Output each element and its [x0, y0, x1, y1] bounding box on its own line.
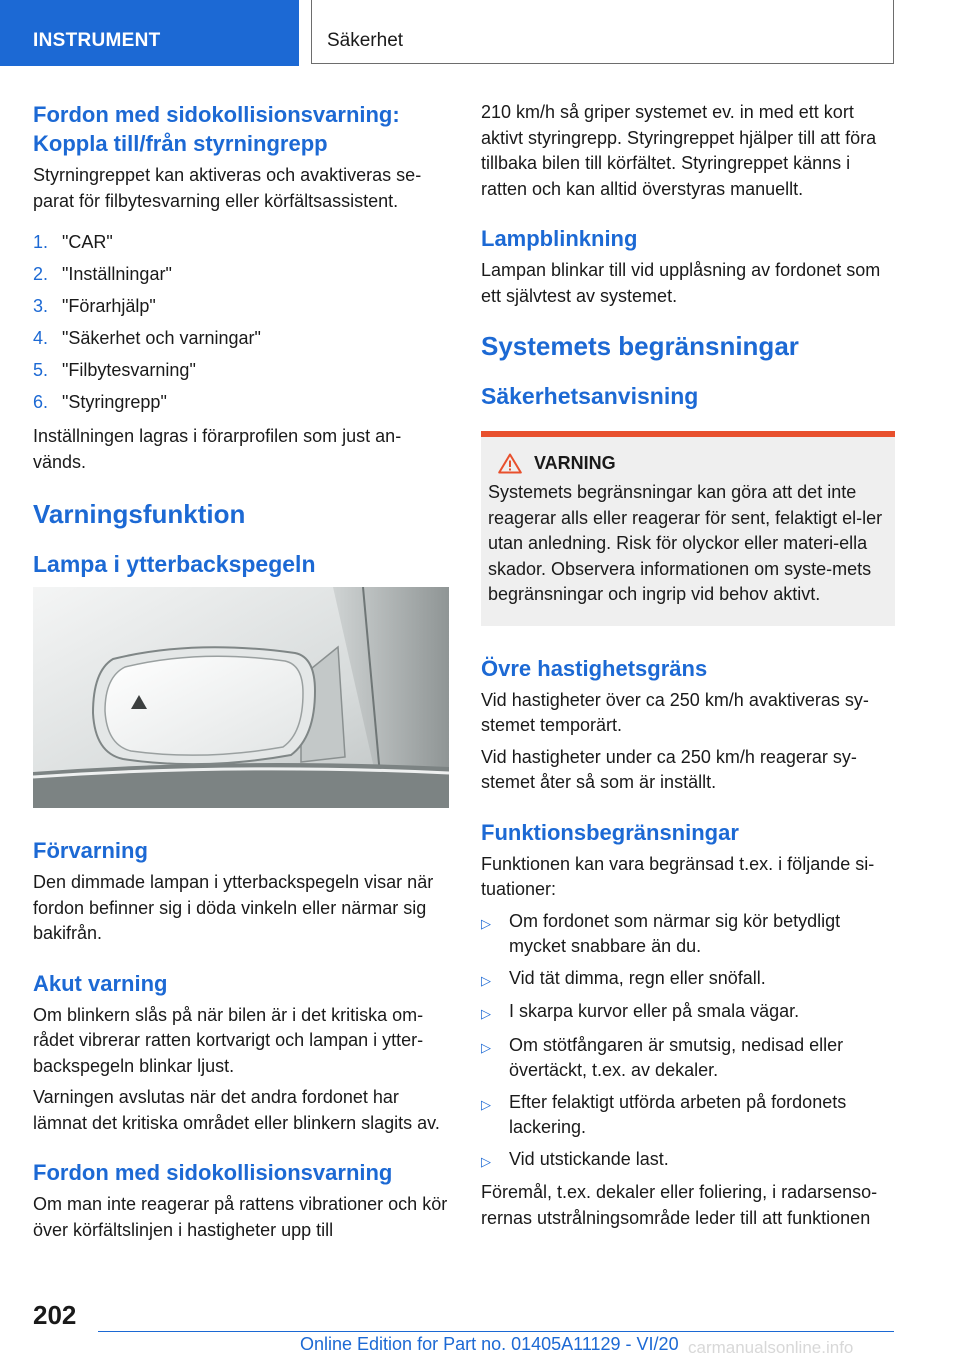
- heading-akut-varning: Akut varning: [33, 970, 168, 996]
- list-item: ▷ Efter felaktigt utförda arbeten på fordonets lackering.: [481, 1090, 895, 1141]
- heading-ovre-hastighetsgrans: Övre hastighetsgräns: [481, 655, 708, 681]
- intro-paragraph: Styrningreppet kan aktiveras och avaktiveras se-parat för filbytesvarning eller körfältsassistent.: [33, 165, 422, 211]
- sidokollision-paragraph: Om man inte reagerar på rattens vibrationer och kör över körfältslinjen i hastigheter upp till: [33, 1194, 448, 1240]
- ovre-paragraph-2: Vid hastigheter under ca 250 km/h reagerar sy-stemet åter så som är inställt.: [481, 746, 857, 792]
- forvarning-paragraph: Den dimmade lampan i ytterbackspegeln visar när fordon befinner sig i döda vinkeln eller närmar sig bakifrån.: [33, 872, 434, 943]
- heading-systemets-begransningar: Systemets begränsningar: [481, 331, 799, 361]
- heading-lampa: Lampa i ytterbackspegeln: [33, 551, 316, 577]
- bullet-triangle-icon: ▷: [481, 1006, 491, 1021]
- list-item: 2. "Inställningar": [33, 264, 172, 284]
- list-item: 3. "Förarhjälp": [33, 296, 156, 316]
- heading-lampblinkning: Lampblinkning: [481, 226, 638, 251]
- warning-box: [481, 437, 895, 626]
- section-tab: [0, 0, 299, 66]
- continued-paragraph: 210 km/h så griper systemet ev. in med ett kort aktivt styringrepp. Styringreppet hjälper till att föra tillbaka bilen till körfältet. Styringreppet känns i ratten och kan alltid överstyras manuellt.: [481, 102, 877, 199]
- footer-edition: Online Edition for Part no. 01405A11129 - VI/20: [300, 1334, 679, 1354]
- bullet-triangle-icon: ▷: [481, 915, 491, 931]
- heading-sidokollision-styringrepp: Fordon med sidokollisionsvarning: Koppla till/från styrningrepp: [33, 102, 400, 156]
- list-item: ▷ I skarpa kurvor eller på smala vägar.: [481, 999, 895, 1027]
- chapter-title: Säkerhet: [327, 30, 404, 51]
- mirror-illustration: [33, 587, 449, 808]
- list-item: ▷ Vid utstickande last.: [481, 1147, 895, 1175]
- lampblinkning-paragraph: Lampan blinkar till vid upplåsning av fordonet som ett självtest av systemet.: [481, 260, 881, 306]
- section-label: INSTRUMENT: [33, 30, 161, 51]
- bullet-triangle-icon: ▷: [481, 1153, 491, 1169]
- final-paragraph: Föremål, t.ex. dekaler eller foliering, i radarsenso-rernas utstrålningsområde leder till att funktionen: [481, 1182, 878, 1228]
- heading-forvarning: Förvarning: [33, 838, 148, 863]
- ovre-paragraph-1: Vid hastigheter över ca 250 km/h avaktiveras sy-stemet temporärt.: [481, 689, 869, 735]
- akut-paragraph-1: Om blinkern slås på när bilen är i det kritiska om-rådet vibrerar ratten kortvarigt och lampan i ytter-backspegeln blinkar ljust.: [33, 1004, 424, 1076]
- warning-title: VARNING: [534, 453, 616, 473]
- list-item: ▷ Vid tät dimma, regn eller snöfall.: [481, 966, 895, 994]
- warning-text: Systemets begränsningar kan göra att det inte reagerar alls eller reagerar för sent, felaktigt el-ler utan anledning. Risk för olyckor eller materi-ella skador. Observera informationen om syste-mets begränsningar och ingrip vid behov aktivt.: [488, 482, 883, 604]
- warning-triangle-icon: [498, 453, 522, 474]
- heading-funktionsbegransningar: Funktionsbegränsningar: [481, 819, 739, 845]
- list-item: 6. "Styringrepp": [33, 392, 167, 412]
- funktion-paragraph: Funktionen kan vara begränsad t.ex. i följande si-tuationer:: [481, 853, 875, 899]
- page-number: 202: [33, 1300, 77, 1330]
- watermark: carmanualsonline.info: [688, 1338, 854, 1357]
- warning-title-row: [488, 453, 887, 474]
- list-item: 1. "CAR": [33, 232, 113, 252]
- footer-divider: [98, 1331, 894, 1332]
- heading-varningsfunktion: Varningsfunktion: [33, 499, 246, 529]
- list-item: 4. "Säkerhet och varningar": [33, 328, 261, 348]
- bullet-triangle-icon: ▷: [481, 972, 491, 988]
- heading-sakerhetsanvisning: Säkerhetsanvisning: [481, 383, 699, 409]
- akut-paragraph-2: Varningen avslutas när det andra fordonet har lämnat det kritiska området eller blinkern slagits av.: [33, 1087, 440, 1133]
- left-column: [33, 100, 449, 1249]
- list-item: ▷ Om fordonet som närmar sig kör betydligt mycket snabbare än du.: [481, 909, 895, 960]
- chapter-title-box: [311, 0, 894, 64]
- heading-sidokollision: Fordon med sidokollisionsvarning: [33, 1160, 393, 1185]
- right-column: [481, 100, 895, 1237]
- steps-list: [33, 226, 449, 418]
- limitations-list: [481, 909, 895, 1175]
- list-item: ▷ Om stötfångaren är smutsig, nedisad eller övertäckt, t.ex. av dekaler.: [481, 1033, 895, 1084]
- bullet-triangle-icon: ▷: [481, 1096, 491, 1112]
- list-item: 5. "Filbytesvarning": [33, 360, 196, 380]
- settings-note: Inställningen lagras i förarprofilen som just an-vänds.: [33, 426, 402, 472]
- bullet-triangle-icon: ▷: [481, 1039, 491, 1055]
